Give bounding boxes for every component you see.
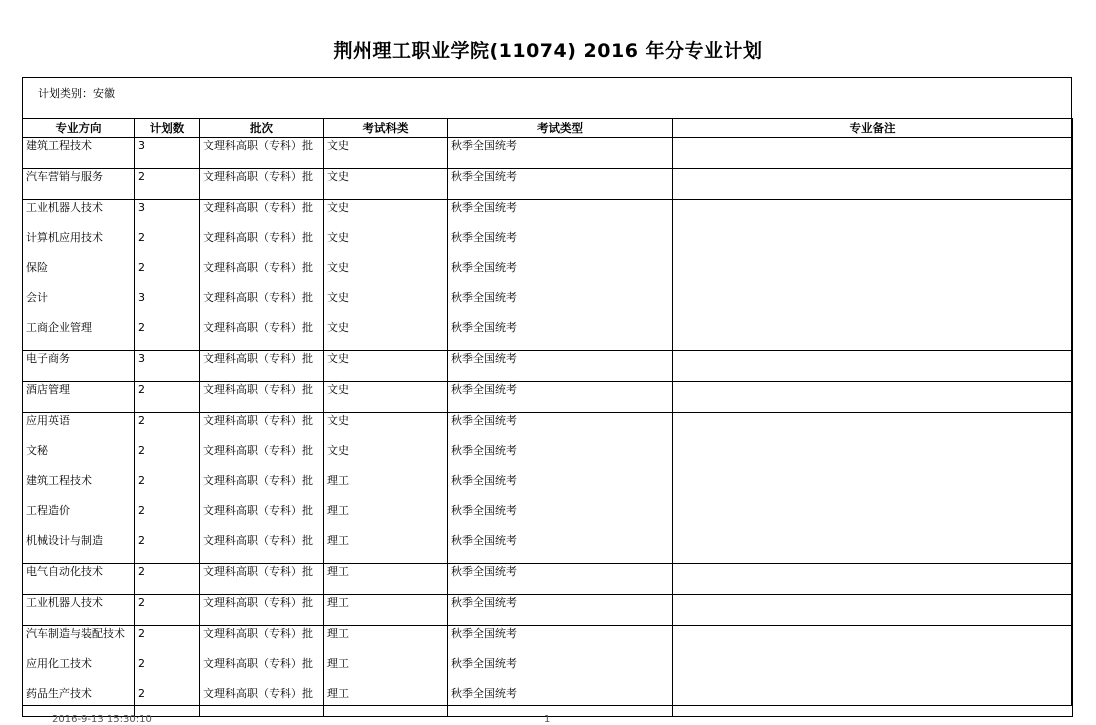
plan-table <box>22 118 1073 717</box>
cell-major <box>23 351 135 382</box>
cell-subject-text: 文史 <box>327 261 349 274</box>
cell-count <box>135 686 200 717</box>
cell-note-text <box>673 564 1072 566</box>
cell-major <box>23 320 135 351</box>
table-row <box>23 626 1073 657</box>
table-row <box>23 260 1073 290</box>
cell-subject <box>324 382 448 413</box>
cell-note-text <box>673 290 1072 292</box>
table-row <box>23 686 1073 717</box>
cell-note <box>673 351 1073 382</box>
cell-batch <box>200 351 324 382</box>
cell-exam-type <box>448 351 673 382</box>
cell-batch <box>200 473 324 503</box>
cell-major <box>23 290 135 320</box>
table-row <box>23 533 1073 564</box>
cell-note-text <box>673 686 1072 688</box>
cell-exam-type <box>448 169 673 200</box>
table-row <box>23 413 1073 444</box>
table-row <box>23 503 1073 533</box>
cell-count <box>135 595 200 626</box>
table-row <box>23 656 1073 686</box>
cell-subject <box>324 413 448 444</box>
cell-note <box>673 200 1073 231</box>
cell-major <box>23 169 135 200</box>
cell-major-text: 建筑工程技术 <box>26 139 92 152</box>
cell-major <box>23 564 135 595</box>
cell-exam-type <box>448 595 673 626</box>
cell-major <box>23 595 135 626</box>
cell-exam-type <box>448 533 673 564</box>
cell-note <box>673 320 1073 351</box>
cell-batch-text: 文理科高职（专科）批 <box>203 504 313 517</box>
cell-note-text <box>673 382 1072 384</box>
cell-major-text: 计算机应用技术 <box>26 231 103 244</box>
cell-count <box>135 503 200 533</box>
cell-major <box>23 200 135 231</box>
cell-major-text: 汽车制造与装配技术 <box>26 627 125 640</box>
cell-subject <box>324 260 448 290</box>
cell-batch <box>200 200 324 231</box>
table-row <box>23 138 1073 169</box>
table-row <box>23 200 1073 231</box>
cell-subject <box>324 138 448 169</box>
cell-major-text: 电子商务 <box>26 352 70 365</box>
cell-batch-text: 文理科高职（专科）批 <box>203 687 313 700</box>
cell-subject-text: 文史 <box>327 414 349 427</box>
cell-exam-type <box>448 290 673 320</box>
cell-note-text <box>673 200 1072 202</box>
cell-note <box>673 230 1073 260</box>
cell-note <box>673 290 1073 320</box>
col-header-exam-type: 考试类型 <box>448 119 673 138</box>
table-row <box>23 595 1073 626</box>
cell-major-text: 建筑工程技术 <box>26 474 92 487</box>
cell-major-text: 应用英语 <box>26 414 70 427</box>
table-row <box>23 351 1073 382</box>
cell-note-text <box>673 595 1072 597</box>
cell-count-text: 3 <box>138 201 145 214</box>
cell-batch <box>200 230 324 260</box>
cell-subject <box>324 320 448 351</box>
cell-batch-text: 文理科高职（专科）批 <box>203 170 313 183</box>
cell-note-text <box>673 533 1072 535</box>
cell-exam-type-text: 秋季全国统考 <box>451 565 517 578</box>
cell-subject <box>324 564 448 595</box>
cell-count <box>135 443 200 473</box>
cell-major-text: 会计 <box>26 291 48 304</box>
cell-batch <box>200 320 324 351</box>
cell-count <box>135 656 200 686</box>
cell-major-text: 药品生产技术 <box>26 687 92 700</box>
cell-major <box>23 503 135 533</box>
cell-exam-type <box>448 413 673 444</box>
col-header-major: 专业方向 <box>23 119 135 138</box>
cell-subject-text: 理工 <box>327 474 349 487</box>
cell-batch-text: 文理科高职（专科）批 <box>203 201 313 214</box>
table-row <box>23 290 1073 320</box>
cell-count-text: 2 <box>138 687 145 700</box>
cell-batch <box>200 595 324 626</box>
cell-count-text: 2 <box>138 596 145 609</box>
cell-major-text: 应用化工技术 <box>26 657 92 670</box>
cell-exam-type-text: 秋季全国统考 <box>451 627 517 640</box>
cell-exam-type <box>448 138 673 169</box>
cell-note <box>673 533 1073 564</box>
cell-subject <box>324 200 448 231</box>
cell-exam-type-text: 秋季全国统考 <box>451 504 517 517</box>
cell-exam-type <box>448 564 673 595</box>
cell-count <box>135 533 200 564</box>
cell-exam-type-text: 秋季全国统考 <box>451 170 517 183</box>
cell-subject <box>324 595 448 626</box>
cell-subject <box>324 533 448 564</box>
cell-count-text: 2 <box>138 231 145 244</box>
cell-subject-text: 理工 <box>327 627 349 640</box>
cell-exam-type-text: 秋季全国统考 <box>451 383 517 396</box>
cell-exam-type <box>448 200 673 231</box>
footer-timestamp: 2016-9-13 15:30:10 <box>52 714 152 725</box>
cell-count-text: 2 <box>138 444 145 457</box>
cell-count-text: 2 <box>138 627 145 640</box>
cell-count-text: 2 <box>138 565 145 578</box>
cell-count <box>135 413 200 444</box>
cell-exam-type <box>448 503 673 533</box>
cell-batch-text: 文理科高职（专科）批 <box>203 291 313 304</box>
cell-count <box>135 473 200 503</box>
cell-batch <box>200 443 324 473</box>
col-header-batch: 批次 <box>200 119 324 138</box>
cell-major <box>23 686 135 717</box>
cell-note <box>673 656 1073 686</box>
cell-subject-text: 文史 <box>327 321 349 334</box>
cell-major <box>23 473 135 503</box>
cell-subject <box>324 656 448 686</box>
cell-count <box>135 169 200 200</box>
cell-exam-type-text: 秋季全国统考 <box>451 534 517 547</box>
cell-subject-text: 文史 <box>327 383 349 396</box>
cell-batch <box>200 686 324 717</box>
cell-note-text <box>673 503 1072 505</box>
cell-exam-type <box>448 230 673 260</box>
cell-exam-type-text: 秋季全国统考 <box>451 291 517 304</box>
cell-major <box>23 656 135 686</box>
cell-batch <box>200 290 324 320</box>
cell-subject <box>324 443 448 473</box>
cell-exam-type-text: 秋季全国统考 <box>451 201 517 214</box>
cell-count-text: 3 <box>138 352 145 365</box>
cell-major-text: 工业机器人技术 <box>26 596 103 609</box>
cell-count <box>135 320 200 351</box>
cell-note <box>673 138 1073 169</box>
table-row <box>23 564 1073 595</box>
cell-count-text: 2 <box>138 261 145 274</box>
cell-exam-type <box>448 443 673 473</box>
cell-batch-text: 文理科高职（专科）批 <box>203 657 313 670</box>
cell-count-text: 2 <box>138 474 145 487</box>
cell-count <box>135 290 200 320</box>
cell-subject-text: 理工 <box>327 687 349 700</box>
cell-major-text: 工商企业管理 <box>26 321 92 334</box>
cell-note <box>673 413 1073 444</box>
cell-major <box>23 413 135 444</box>
cell-count-text: 2 <box>138 321 145 334</box>
cell-count-text: 3 <box>138 139 145 152</box>
cell-count <box>135 260 200 290</box>
cell-major-text: 工程造价 <box>26 504 70 517</box>
cell-exam-type <box>448 382 673 413</box>
cell-note-text <box>673 169 1072 171</box>
cell-exam-type <box>448 656 673 686</box>
cell-batch <box>200 138 324 169</box>
cell-count-text: 2 <box>138 170 145 183</box>
cell-exam-type-text: 秋季全国统考 <box>451 687 517 700</box>
cell-exam-type-text: 秋季全国统考 <box>451 474 517 487</box>
cell-subject-text: 文史 <box>327 444 349 457</box>
cell-subject-text: 文史 <box>327 352 349 365</box>
cell-note <box>673 443 1073 473</box>
cell-exam-type-text: 秋季全国统考 <box>451 321 517 334</box>
cell-subject-text: 文史 <box>327 139 349 152</box>
cell-major <box>23 382 135 413</box>
cell-subject-text: 理工 <box>327 534 349 547</box>
cell-subject <box>324 626 448 657</box>
cell-count-text: 2 <box>138 657 145 670</box>
cell-batch <box>200 626 324 657</box>
cell-major <box>23 626 135 657</box>
cell-exam-type-text: 秋季全国统考 <box>451 414 517 427</box>
table-header-row <box>23 119 1073 138</box>
cell-batch-text: 文理科高职（专科）批 <box>203 414 313 427</box>
cell-subject <box>324 503 448 533</box>
cell-count <box>135 230 200 260</box>
table-row <box>23 230 1073 260</box>
cell-batch-text: 文理科高职（专科）批 <box>203 596 313 609</box>
cell-note-text <box>673 138 1072 140</box>
cell-exam-type-text: 秋季全国统考 <box>451 444 517 457</box>
cell-exam-type-text: 秋季全国统考 <box>451 596 517 609</box>
cell-major <box>23 533 135 564</box>
col-header-subject: 考试科类 <box>324 119 448 138</box>
cell-major <box>23 443 135 473</box>
cell-exam-type <box>448 320 673 351</box>
cell-note-text <box>673 473 1072 475</box>
cell-count-text: 2 <box>138 414 145 427</box>
cell-major-text: 酒店管理 <box>26 383 70 396</box>
cell-major-text: 文秘 <box>26 444 48 457</box>
cell-subject-text: 文史 <box>327 231 349 244</box>
cell-major <box>23 260 135 290</box>
cell-exam-type <box>448 260 673 290</box>
cell-count <box>135 564 200 595</box>
cell-batch-text: 文理科高职（专科）批 <box>203 383 313 396</box>
cell-major <box>23 138 135 169</box>
cell-note-text <box>673 626 1072 628</box>
cell-count-text: 2 <box>138 383 145 396</box>
cell-subject <box>324 290 448 320</box>
cell-subject-text: 理工 <box>327 657 349 670</box>
cell-note-text <box>673 656 1072 658</box>
table-row <box>23 443 1073 473</box>
table-body <box>23 138 1073 717</box>
cell-count <box>135 138 200 169</box>
table-row <box>23 169 1073 200</box>
cell-exam-type-text: 秋季全国统考 <box>451 231 517 244</box>
cell-count-text: 2 <box>138 534 145 547</box>
plan-category: 计划类别：安徽 <box>38 87 115 100</box>
cell-count-text: 2 <box>138 504 145 517</box>
cell-count-text: 3 <box>138 291 145 304</box>
table-row <box>23 320 1073 351</box>
cell-exam-type-text: 秋季全国统考 <box>451 261 517 274</box>
cell-subject-text: 文史 <box>327 201 349 214</box>
cell-batch-text: 文理科高职（专科）批 <box>203 444 313 457</box>
cell-subject-text: 文史 <box>327 291 349 304</box>
cell-batch-text: 文理科高职（专科）批 <box>203 352 313 365</box>
cell-exam-type-text: 秋季全国统考 <box>451 139 517 152</box>
cell-note-text <box>673 320 1072 322</box>
cell-batch-text: 文理科高职（专科）批 <box>203 321 313 334</box>
page-title: 荆州理工职业学院(11074) 2016 年分专业计划 <box>333 40 763 62</box>
cell-exam-type-text: 秋季全国统考 <box>451 352 517 365</box>
cell-note <box>673 686 1073 717</box>
cell-subject <box>324 686 448 717</box>
cell-note <box>673 595 1073 626</box>
cell-subject-text: 文史 <box>327 170 349 183</box>
cell-exam-type <box>448 686 673 717</box>
cell-count <box>135 626 200 657</box>
cell-note <box>673 626 1073 657</box>
cell-batch <box>200 413 324 444</box>
cell-batch-text: 文理科高职（专科）批 <box>203 627 313 640</box>
cell-count <box>135 351 200 382</box>
cell-exam-type <box>448 473 673 503</box>
table-row <box>23 382 1073 413</box>
cell-subject-text: 理工 <box>327 565 349 578</box>
cell-note-text <box>673 351 1072 353</box>
col-header-note: 专业备注 <box>673 119 1073 138</box>
cell-subject <box>324 351 448 382</box>
table-row <box>23 473 1073 503</box>
cell-note <box>673 260 1073 290</box>
cell-batch <box>200 382 324 413</box>
cell-exam-type-text: 秋季全国统考 <box>451 657 517 670</box>
cell-subject-text: 理工 <box>327 596 349 609</box>
cell-major-text: 工业机器人技术 <box>26 201 103 214</box>
cell-subject <box>324 169 448 200</box>
cell-batch-text: 文理科高职（专科）批 <box>203 565 313 578</box>
cell-count <box>135 200 200 231</box>
cell-subject <box>324 230 448 260</box>
cell-batch <box>200 169 324 200</box>
cell-note-text <box>673 230 1072 232</box>
cell-batch-text: 文理科高职（专科）批 <box>203 534 313 547</box>
cell-major-text: 保险 <box>26 261 48 274</box>
cell-batch-text: 文理科高职（专科）批 <box>203 261 313 274</box>
cell-subject-text: 理工 <box>327 504 349 517</box>
cell-major <box>23 230 135 260</box>
cell-batch-text: 文理科高职（专科）批 <box>203 474 313 487</box>
cell-batch <box>200 260 324 290</box>
cell-exam-type <box>448 626 673 657</box>
cell-subject <box>324 473 448 503</box>
cell-batch-text: 文理科高职（专科）批 <box>203 139 313 152</box>
cell-batch-text: 文理科高职（专科）批 <box>203 231 313 244</box>
cell-note-text <box>673 413 1072 415</box>
cell-note-text <box>673 260 1072 262</box>
cell-batch <box>200 656 324 686</box>
cell-batch <box>200 564 324 595</box>
cell-major-text: 汽车营销与服务 <box>26 170 103 183</box>
cell-note <box>673 564 1073 595</box>
cell-note <box>673 473 1073 503</box>
cell-major-text: 电气自动化技术 <box>26 565 103 578</box>
col-header-count: 计划数 <box>135 119 200 138</box>
cell-batch <box>200 533 324 564</box>
cell-count <box>135 382 200 413</box>
cell-major-text: 机械设计与制造 <box>26 534 103 547</box>
cell-batch <box>200 503 324 533</box>
cell-note <box>673 503 1073 533</box>
cell-note <box>673 382 1073 413</box>
cell-note <box>673 169 1073 200</box>
footer-page-number: 1 <box>544 714 551 725</box>
cell-note-text <box>673 443 1072 445</box>
